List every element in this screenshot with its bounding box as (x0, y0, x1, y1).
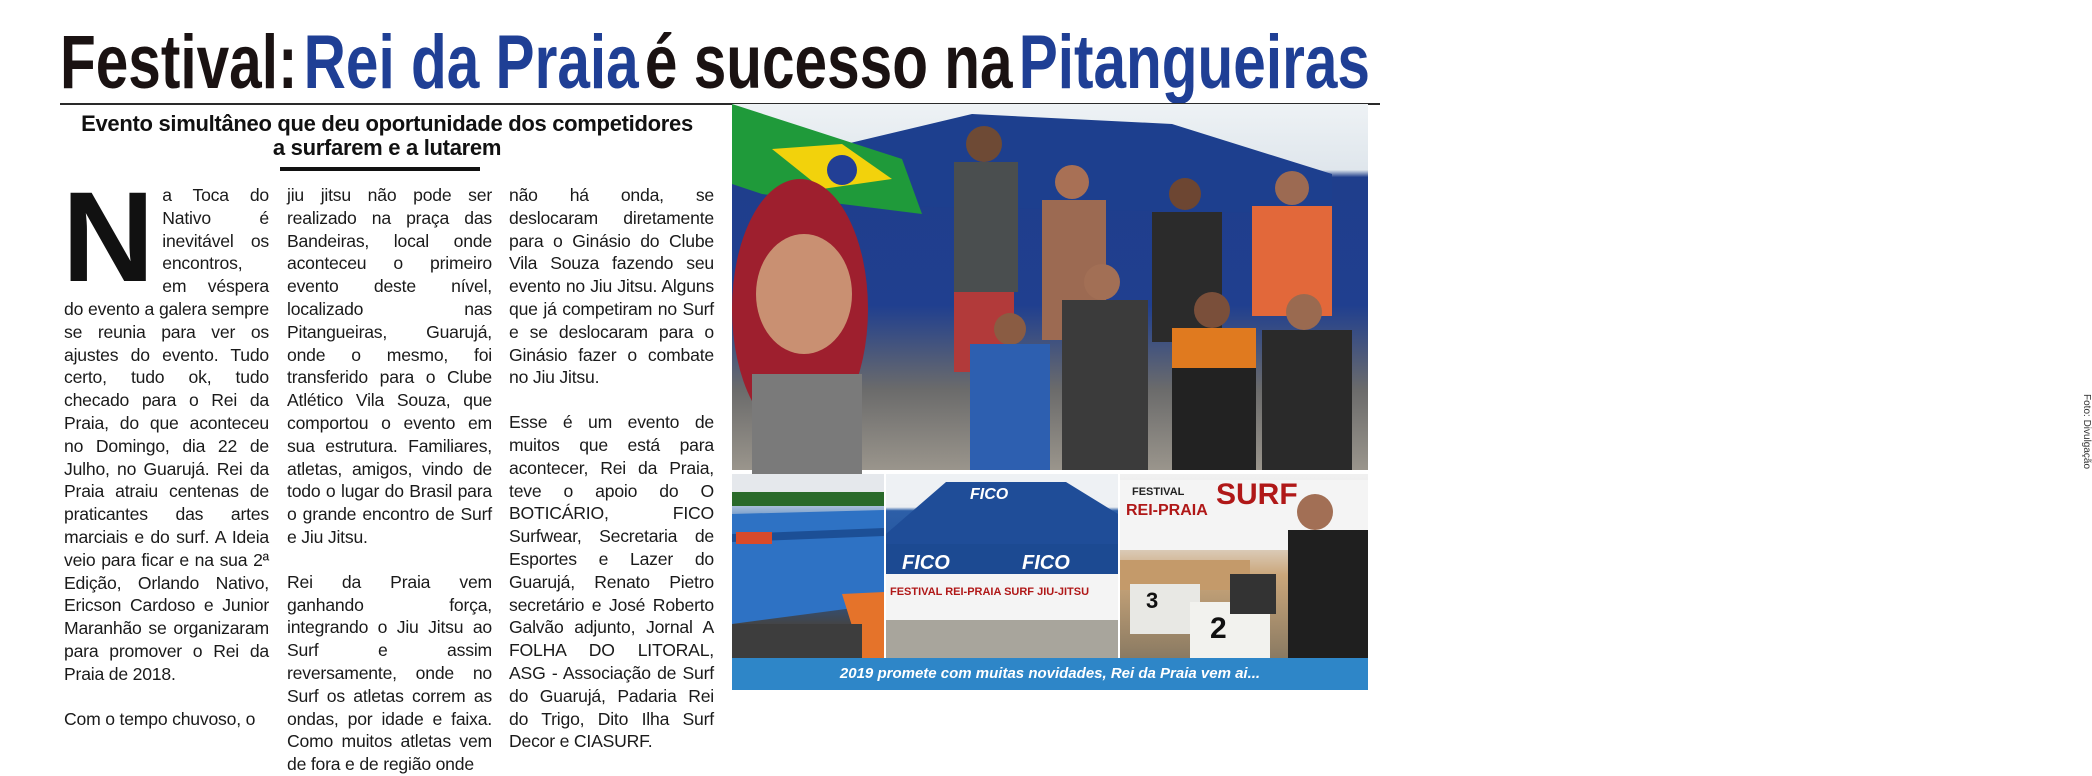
svg-text:Festival:Rei da Praiaé sucesso (60, 20, 1475, 105)
tent-event-banner: FESTIVAL REI-PRAIA SURF JIU-JITSU (890, 586, 1090, 598)
column-1-paragraph-2: Com o tempo chuvoso, o (64, 708, 256, 729)
photo-credit: Foto: Divulgação (2081, 394, 2092, 470)
headline-part-festival: Festival: (60, 20, 369, 105)
headline (60, 14, 1475, 106)
column-3-paragraph-1: não há onda, se deslocaram diretamente para o Ginásio do Clube Vila Souza fazendo seu evento no Jiu Jitsu. Alguns que já competiram no Surf e se deslocaram para o Ginásio fazer o combate no Jiu Jitsu. (509, 185, 714, 388)
column-2-paragraph-1: jiu jitsu não pode ser realizado na praça das Bandeiras, local onde aconteceu o primeiro evento deste nível, localizado nas Pitangueiras, Guarujá, onde o mesmo, foi transferido para o Clube Atlético Vila Souza, que comportou o evento em sua estrutura. Familiares, atletas, amigos, vindo de todo o lugar do Brasil para o grande encontro de Surf e Jiu Jitsu. (287, 185, 492, 547)
column-2-paragraph-2: Rei da Praia vem ganhando força, integrando o Jiu Jitsu ao Surf e assim reversamente, onde no Surf os atletas correm as ondas, por idade e faixa. Como muitos atletas vem de fora e de região onde (287, 571, 492, 775)
podium-banner-rei-praia: REI-PRAIA (1126, 502, 1208, 519)
drop-cap: N (62, 166, 155, 309)
article-column-3 (509, 184, 714, 753)
article-column-2 (287, 184, 492, 776)
column-3-paragraph-2: Esse é um evento de muitos que está para acontecer, Rei da Praia, teve o apoio do O BOTICÁRIO, FICO Surfwear, Secretaria de Esportes e Lazer do Guarujá, Renato Pietro secretário e José Roberto Galvão adjunto, Jornal A FOLHA DO LITORAL, ASG - Associação de Surf do Guarujá, Padaria Rei do Trigo, Dito Ilha Surf Decor e CIASURF. (509, 412, 714, 752)
mats-photo (732, 474, 884, 658)
podium-banner-surf: SURF (1216, 478, 1298, 511)
headline-part-pitangueiras: Pitangueiras (1018, 20, 1475, 105)
podium-number-3: 3 (1146, 588, 1159, 613)
headline-part-rei-da-praia: Rei da Praia (303, 20, 739, 105)
headline-part-e-sucesso-na: é sucesso na (644, 20, 1123, 105)
podium-number-2: 2 (1210, 612, 1227, 645)
column-1-paragraph-1: a Toca do Nativo é inevitável os encontros, em véspera do evento a galera sempre se reunia para ver os ajustes do evento. Tudo certo, tudo ok, tudo checado para o Rei da Praia, do que aconteceu no Domingo, dia 22 de Julho, no Guarujá. Rei da Praia atraiu centenas de praticantes das artes marciais e do surf. A Ideia veio para ficar e na sua 2ª Edição, Orlando Nativo, Ericson Cardoso e Junior Maranhão se organizaram para promover o Rei da Praia de 2018. (64, 185, 269, 684)
subheadline-line-1: Evento simultâneo que deu oportunidade dos competidores (81, 111, 693, 136)
tent-brand-top: FICO (970, 486, 1009, 503)
tent-photo (886, 474, 1118, 658)
subheadline-line-2: a surfarem e a lutarem (272, 135, 502, 160)
podium-photo (1120, 474, 1368, 658)
podium-banner-festival: FESTIVAL (1132, 486, 1185, 498)
article-column-1 (62, 166, 269, 730)
group-photo (732, 104, 2092, 470)
photo-caption: 2019 promete com muitas novidades, Rei da Praia vem ai... (732, 658, 1368, 690)
subheadline (62, 112, 712, 160)
subheadline-rule (280, 167, 480, 171)
tent-brand-right: FICO (1022, 552, 1070, 574)
tent-brand-left: FICO (902, 552, 950, 574)
